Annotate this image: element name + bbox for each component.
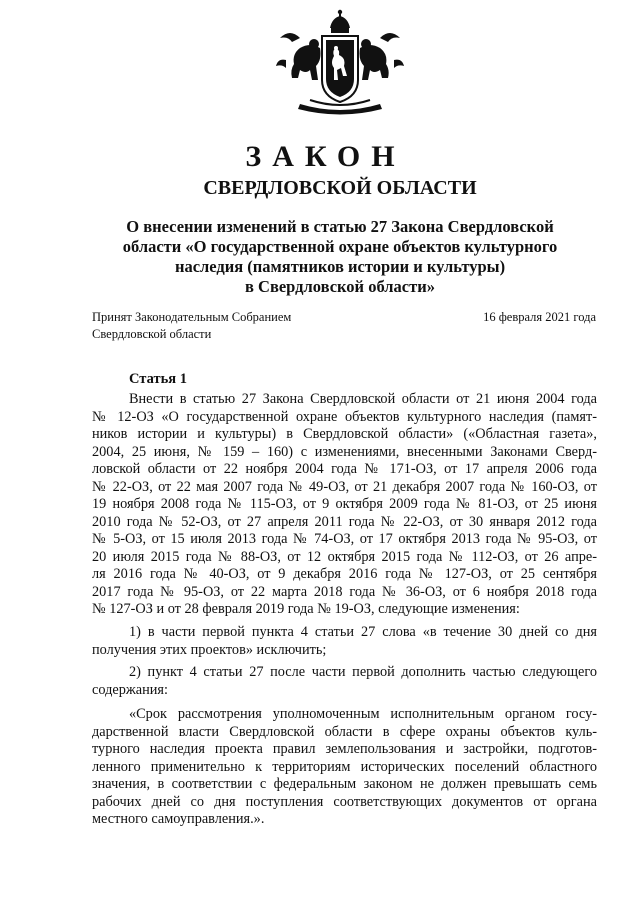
- text-line: 19 ноября 2008 года № 115-ОЗ, от 9 октября 2009 года № 81-ОЗ, от 25 июня: [92, 496, 597, 512]
- law-title: ЗАКОН: [245, 140, 406, 173]
- crown-icon: [330, 10, 350, 33]
- text-line: № 5-ОЗ, от 15 июля 2013 года № 74-ОЗ, от 17 октября 2013 года № 95-ОЗ, от: [92, 531, 597, 547]
- coat-of-arms-emblem: [270, 8, 410, 116]
- article-quote: [92, 706, 597, 829]
- text-line: дарственной власти Свердловской области в сфере охраны объектов куль-: [92, 723, 597, 740]
- text-line: ленного применительно к территориям исторических поселений областного: [92, 758, 597, 775]
- text-line: ловской области от 22 ноября 2004 года № 171-ОЗ, от 17 апреля 2006 года: [92, 461, 597, 477]
- text-line: 2) пункт 4 статьи 27 после части первой дополнить частью следующего: [129, 664, 597, 680]
- text-line: «Срок рассмотрения уполномоченным исполнительным органом госу-: [129, 706, 597, 722]
- heading-line: О внесении изменений в статью 27 Закона Свердловской: [126, 217, 554, 236]
- text-line: рабочих дней со дня поступления соответствующих документов от органа: [92, 793, 597, 810]
- adoption-date: 16 февраля 2021 года: [483, 310, 596, 324]
- text-line: ников истории и культуры) в Свердловской области» («Областная газета»,: [92, 426, 597, 442]
- article-item-1: [92, 624, 597, 659]
- adoption-line: Свердловской области: [92, 327, 212, 341]
- text-line: получения этих проектов» исключить;: [92, 641, 327, 658]
- text-line: ля 2016 года № 40-ОЗ, от 9 декабря 2016 года № 127-ОЗ, от 25 сентября: [92, 566, 597, 582]
- text-line: 2010 года № 52-ОЗ, от 27 апреля 2011 года № 22-ОЗ, от 30 января 2012 года: [92, 513, 597, 530]
- text-line: № 127-ОЗ и от 28 февраля 2019 года № 19-ОЗ, следующие изменения:: [92, 601, 520, 617]
- adoption-note: [92, 309, 291, 343]
- heading-line: наследия (памятников истории и культуры): [174, 257, 506, 276]
- text-line: содержания:: [92, 681, 168, 698]
- article-title: Статья 1: [129, 371, 187, 387]
- article-intro-paragraph: [92, 391, 597, 619]
- text-line: № 22-ОЗ, от 22 мая 2007 года № 49-ОЗ, от 21 декабря 2007 года № 160-ОЗ, от: [92, 478, 597, 495]
- region-title: СВЕРДЛОВСКОЙ ОБЛАСТИ: [203, 177, 477, 199]
- text-line: 1) в части первой пункта 4 статьи 27 слова «в течение 30 дней со дня: [129, 624, 597, 640]
- article-item-2: [92, 664, 597, 699]
- text-line: турного наследия проекта правил землепользования и застройки, подготов-: [92, 741, 597, 757]
- text-line: Внести в статью 27 Закона Свердловской области от 21 июня 2004 года: [129, 391, 597, 407]
- text-line: 2004, 25 июня, № 159 – 160) с изменениями, внесенными Законами Сверд-: [92, 443, 597, 460]
- right-supporter-icon: [360, 39, 405, 80]
- text-line: 20 июля 2015 года № 88-ОЗ, от 12 октября 2015 года № 112-ОЗ, от 26 апре-: [92, 548, 597, 565]
- adoption-line: Принят Законодательным Собранием: [92, 310, 292, 324]
- law-heading: [80, 217, 600, 297]
- text-line: 2017 года № 95-ОЗ, от 22 марта 2018 года № 36-ОЗ, от 6 ноября 2018 года: [92, 583, 597, 600]
- text-line: значения, в соответствии с федеральным законом не должен превышать семь: [92, 776, 597, 792]
- left-supporter-icon: [276, 39, 321, 80]
- heading-line: в Свердловской области»: [245, 277, 435, 296]
- heading-line: области «О государственной охране объектов культурного: [122, 237, 558, 256]
- text-line: № 12-ОЗ «О государственной охране объектов культурного наследия (памят-: [92, 408, 597, 425]
- text-line: местного самоуправления.».: [92, 811, 265, 827]
